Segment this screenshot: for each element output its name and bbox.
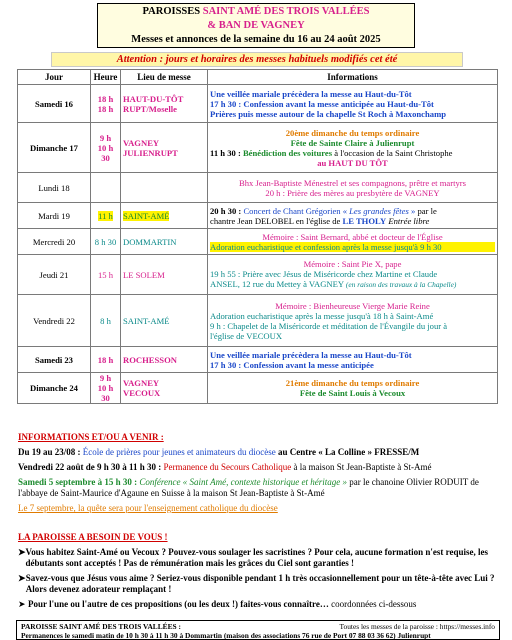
table-row <box>18 203 498 229</box>
time-cell: 18 h 18 h <box>91 85 121 123</box>
table-row <box>18 373 498 404</box>
place-cell: LE SOLEM <box>121 255 208 295</box>
info-cell: Bhx Jean-Baptiste Ménestrel et ses compagnons, prêtre et martyrs 20 h : Prière des mères au presbytère de VAGNEY <box>208 173 498 203</box>
mass-schedule-table <box>17 69 498 404</box>
header-parish-name: SAINT AMÉ DES TROIS VALLÉES <box>202 6 370 17</box>
info-cell: 20ème dimanche du temps ordinaire Fête de Sainte Claire à Julienrupt 11 h 30 : Bénédiction des voitures à l'occasion de la Saint Christophe au HAUT DU TÔT <box>208 123 498 173</box>
time-cell: 15 h <box>91 255 121 295</box>
place-cell <box>121 173 208 203</box>
day-cell: Dimanche 24 <box>18 373 91 404</box>
table-row <box>18 123 498 173</box>
place-cell: SAINT-AMÉ <box>121 203 208 229</box>
info-cell: Une veillée mariale précèdera la messe au Haut-du-Tôt 17 h 30 : Confession avant la messe anticipée au Haut-du-Tôt Prières puis messe autour de la chapelle St Roch à Maxonchamp <box>208 85 498 123</box>
info-cell: Mémoire : Saint Pie X, pape 19 h 55 : Prière avec Jésus de Miséricorde chez Martine et Claude ANSEL, 12 rue du Mettey à VAGNEY (en raison des travaux à la Chapelle) <box>208 255 498 295</box>
place-cell: DOMMARTIN <box>121 229 208 255</box>
place-cell: VAGNEY JULIENRUPT <box>121 123 208 173</box>
paroisse-section-title: LA PAROISSE A BESOIN DE VOUS ! <box>18 532 168 542</box>
footer-left: PAROISSE SAINT AMÉ DES TROIS VALLÉES : <box>21 622 181 631</box>
place-cell: ROCHESSON <box>121 347 208 373</box>
bulletin-header <box>97 3 415 48</box>
list-item: ➤ Savez-vous que Jésus vous aime ? Seriez-vous disponible pendant 1 h très occasionnellement pour un tête-à-tête avec Lui ? Alors devenez adorateur remplaçant ! <box>18 573 495 594</box>
day-cell: Vendredi 22 <box>18 295 91 347</box>
table-row <box>18 255 498 295</box>
day-cell: Jeudi 21 <box>18 255 91 295</box>
place-cell: HAUT-DU-TÔT RUPT/Moselle <box>121 85 208 123</box>
day-cell: Lundi 18 <box>18 173 91 203</box>
footer-line2: Permanences le samedi matin de 10 h 30 à 11 h 30 à Dommartin (maison des associations 76 rue de Port 07 88 03 36 62) Julienrupt <box>21 631 431 640</box>
list-item: ➤ Pour l'une ou l'autre de ces propositions (ou les deux !) faites-vous connaître… coordonnées ci-dessous <box>18 599 417 609</box>
header-line3: Messes et annonces de la semaine du 16 au 24 août 2025 <box>131 34 381 45</box>
day-cell: Dimanche 17 <box>18 123 91 173</box>
time-cell: 8 h 30 <box>91 229 121 255</box>
paroisse-section <box>18 532 502 610</box>
table-row <box>18 229 498 255</box>
table-row <box>18 85 498 123</box>
day-cell: Mercredi 20 <box>18 229 91 255</box>
col-header-info: Informations <box>208 70 498 85</box>
time-cell: 9 h 10 h 30 <box>91 373 121 404</box>
info-item: Samedi 5 septembre à 15 h 30 : Conférence « Saint Amé, contexte historique et héritage » par le chanoine Olivier RODUIT de l'abbaye de Saint-Maurice d'Agaune en Suisse à la maison St Jean-Baptiste à St-Amé <box>18 477 479 498</box>
time-cell: 8 h <box>91 295 121 347</box>
time-cell: 18 h <box>91 347 121 373</box>
col-header-time: Heure <box>91 70 121 85</box>
info-cell: 20 h 30 : Concert de Chant Grégorien « Les grandes fêtes » par le chantre Jean DELOBEL en l'église de LE THOLY Entrée libre <box>208 203 498 229</box>
day-cell: Samedi 23 <box>18 347 91 373</box>
time-cell: 11 h <box>91 203 121 229</box>
header-line1: PAROISSES <box>142 6 203 17</box>
info-section-title: INFORMATIONS ET/OU A VENIR : <box>18 432 164 442</box>
header-line2: & BAN DE VAGNEY <box>207 20 305 31</box>
col-header-place: Lieu de messe <box>121 70 208 85</box>
table-row <box>18 347 498 373</box>
table-header-row <box>18 70 498 85</box>
info-item: Vendredi 22 août de 9 h 30 à 11 h 30 : Permanence du Secours Catholique à la maison St Jean-Baptiste à St-Amé <box>18 462 432 472</box>
info-item: Le 7 septembre, la quête sera pour l'enseignement catholique du diocèse <box>18 503 278 513</box>
arrow-bullet-icon: ➤ <box>18 547 26 557</box>
col-header-day: Jour <box>18 70 91 85</box>
info-cell: 21ème dimanche du temps ordinaire Fête de Saint Louis à Vecoux <box>208 373 498 404</box>
info-cell: Mémoire : Saint Bernard, abbé et docteur de l'Église Adoration eucharistique et confession après la messe jusqu'à 9 h 30 <box>208 229 498 255</box>
info-cell: Une veillée mariale précèdera la messe au Haut-du-Tôt 17 h 30 : Confession avant la messe anticipée <box>208 347 498 373</box>
time-cell <box>91 173 121 203</box>
list-item: ➤ Vous habitez Saint-Amé ou Vecoux ? Pouvez-vous soulager les sacristines ? Pour cela, aucune formation n'est requise, les débutants sont acceptés ! Pas de rémunération mais les grâces du Ciel sont garanties ! <box>18 547 488 568</box>
info-item: Du 19 au 23/08 : École de prières pour jeunes et animateurs du diocèse au Centre « La Colline » FRESSE/M <box>18 447 420 457</box>
footer-right: Toutes les messes de la paroisse : https://messes.info <box>339 622 495 631</box>
place-cell: SAINT-AMÉ <box>121 295 208 347</box>
info-cell: Mémoire : Bienheureuse Vierge Marie Reine Adoration eucharistique après la messe jusqu'à 18 h à Saint-Amé 9 h : Chapelet de la Miséricorde et méditation de l'Évangile du jour à l'église de VECOUX <box>208 295 498 347</box>
arrow-bullet-icon: ➤ <box>18 599 26 609</box>
table-row <box>18 295 498 347</box>
attention-banner: Attention : jours et horaires des messes habituels modifiés cet été <box>51 52 463 67</box>
place-cell: VAGNEY VECOUX <box>121 373 208 404</box>
day-cell: Mardi 19 <box>18 203 91 229</box>
day-cell: Samedi 16 <box>18 85 91 123</box>
table-row <box>18 173 498 203</box>
info-section <box>18 432 502 514</box>
footer-box <box>16 620 500 640</box>
time-cell: 9 h 10 h 30 <box>91 123 121 173</box>
arrow-bullet-icon: ➤ <box>18 573 26 583</box>
